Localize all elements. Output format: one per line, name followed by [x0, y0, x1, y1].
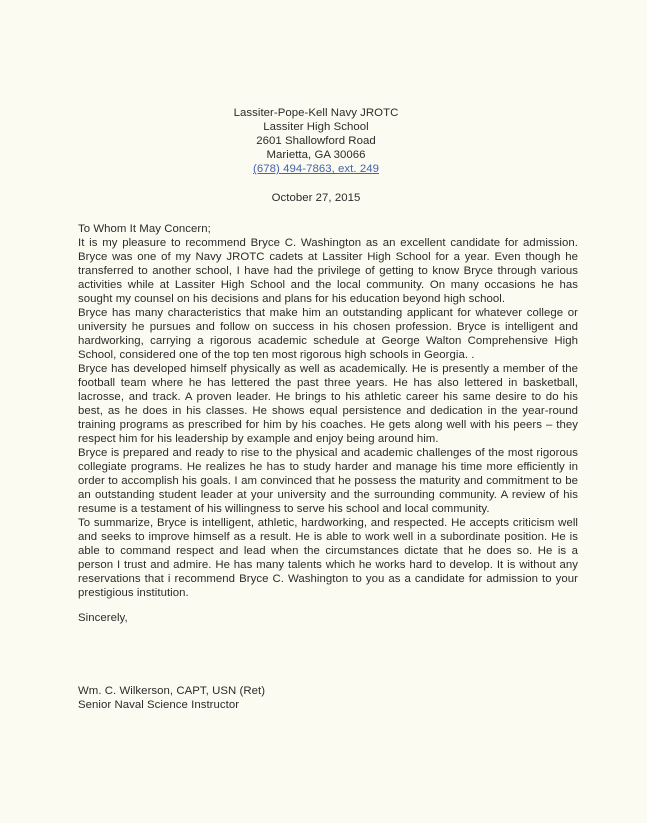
letterhead-city-state-zip: Marietta, GA 30066 [266, 149, 366, 161]
letterhead [66, 106, 566, 176]
signature-title: Senior Naval Science Instructor [78, 699, 240, 711]
salutation: To Whom It May Concern; [78, 223, 211, 235]
signature-name: Wm. C. Wilkerson, CAPT, USN (Ret) [78, 685, 266, 697]
body-paragraph-4: Bryce is prepared and ready to rise to the physical and academic challenges of the most rigorous collegiate programs. He realizes he has to study harder and manage his time more efficiently in order to accomplish his goals. I am convinced that he possess the maturity and commitment to be an outstanding student leader at your university and the surrounding community. A review of his resume is a testament of his willingness to serve his school and local community. [78, 447, 578, 515]
letterhead-school: Lassiter High School [263, 121, 369, 133]
closing: Sincerely, [78, 612, 128, 624]
letter-date: October 27, 2015 [271, 192, 361, 204]
body-paragraph-3: Bryce has developed himself physically as well as academically. He is presently a member of the football team where he has lettered the past three years. He has also lettered in basketball, lacrosse, and track. A proven leader. He brings to his athletic career his same desire to do his best, as he does in his classes. He shows equal persistence and dedication in the year-round training programs as prescribed for him by his coaches. He gets along well with his peers – they respect him for his leadership by example and enjoy being around him. [78, 363, 578, 445]
body-paragraph-2: Bryce has many characteristics that make him an outstanding applicant for whatever college or university he pursues and follow on success in his chosen profession. Bryce is intelligent and hardworking, carrying a rigorous academic schedule at George Walton Comprehensive High School, considered one of the top ten most rigorous high schools in Georgia. . [78, 307, 578, 361]
letterhead-phone-row [66, 162, 566, 176]
phone-link[interactable]: (678) 494-7863, ext. 249 [253, 163, 379, 175]
signature-block [78, 684, 578, 712]
body-paragraph-1: It is my pleasure to recommend Bryce C. Washington as an excellent candidate for admission. Bryce was one of my Navy JROTC cadets at Lassiter High School for a year. Even though he transferred to another school, I have had the privilege of getting to know Bryce through various activities while at Lassiter High School and the local community. On many occasions he has sought my counsel on his decisions and plans for his education beyond high school. [78, 237, 578, 305]
body-paragraph-5: To summarize, Bryce is intelligent, athletic, hardworking, and respected. He accepts criticism well and seeks to improve himself as a result. He is able to work well in a subordinate position. He is able to command respect and lead when the circumstances dictate that he does so. He is a person I trust and admire. He has many talents which he works hard to develop. It is without any reservations that i recommend Bryce C. Washington to you as a candidate for admission to your prestigious institution. [78, 517, 578, 599]
letterhead-address: 2601 Shallowford Road [256, 135, 376, 147]
letterhead-organization: Lassiter-Pope-Kell Navy JROTC [233, 107, 399, 119]
